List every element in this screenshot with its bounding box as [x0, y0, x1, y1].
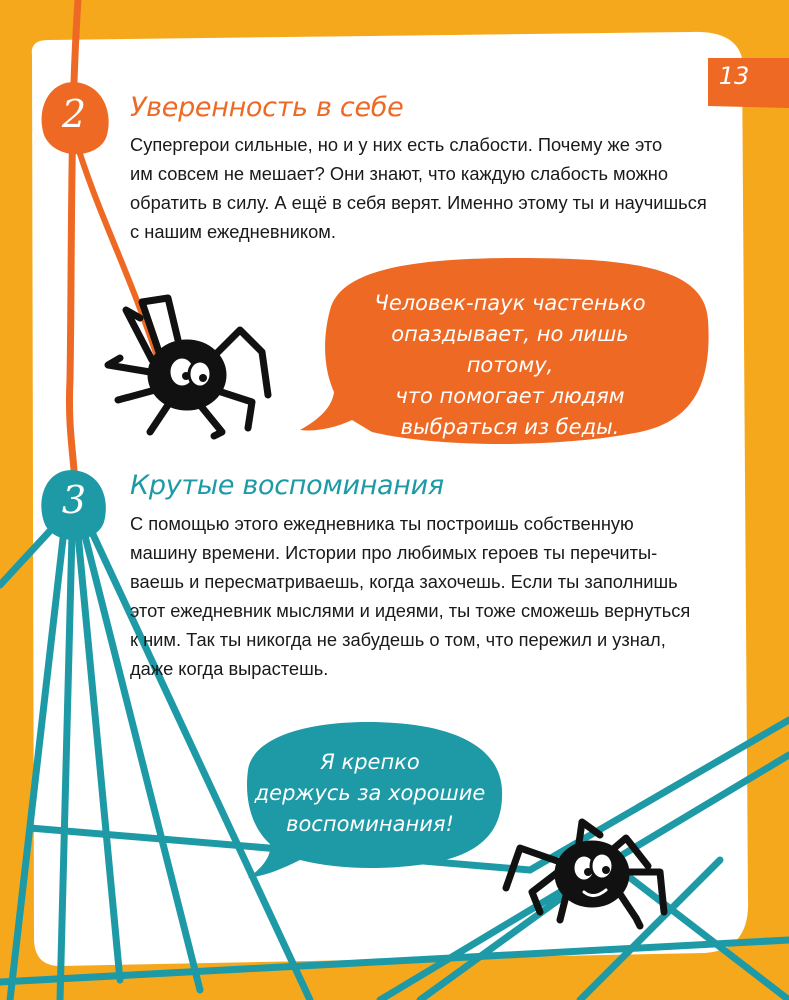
section-number-3: 3	[61, 478, 87, 522]
section-title-confidence: Уверенность в себе	[130, 92, 404, 123]
orange-bubble-text	[350, 288, 670, 443]
page-number: 13	[718, 62, 750, 90]
paragraph-line: С помощью этого ежедневника ты построишь собственную	[130, 513, 634, 534]
paragraph-line: этот ежедневник мыслями и идеями, ты тоже сможешь вернуться	[130, 600, 691, 621]
bubble-line: Человек-паук частенько	[374, 291, 646, 315]
section-number-2: 2	[61, 92, 87, 136]
bubble-line: воспоминания!	[286, 812, 454, 836]
teal-bubble-text	[250, 747, 490, 840]
bubble-line: держусь за хорошие	[254, 781, 486, 805]
section-title-memories: Крутые воспоминания	[130, 470, 444, 501]
section-paragraph-confidence	[130, 130, 710, 246]
paragraph-line: с нашим ежедневником.	[130, 221, 336, 242]
bubble-line: что помогает людям	[395, 384, 625, 408]
paragraph-line: Супергерои сильные, но и у них есть слабости. Почему же это	[130, 134, 663, 155]
bubble-line: выбраться из беды.	[400, 415, 620, 439]
paragraph-line: даже когда вырастешь.	[130, 658, 329, 679]
paragraph-line: к ним. Так ты никогда не забудешь о том, что пережил и узнал,	[130, 629, 666, 650]
paragraph-line: машину времени. Истории про любимых героев ты перечиты-	[130, 542, 658, 563]
section-paragraph-memories	[130, 509, 725, 683]
bubble-line: Я крепко	[320, 750, 420, 774]
paragraph-line: обратить в силу. А ещё в себя верят. Именно этому ты и научишься	[130, 192, 707, 213]
bubble-line: опаздывает, но лишь потому,	[391, 322, 629, 377]
paragraph-line: ваешь и пересматриваешь, когда захочешь. Если ты заполнишь	[130, 571, 678, 592]
paragraph-line: им совсем не мешает? Они знают, что каждую слабость можно	[130, 163, 669, 184]
